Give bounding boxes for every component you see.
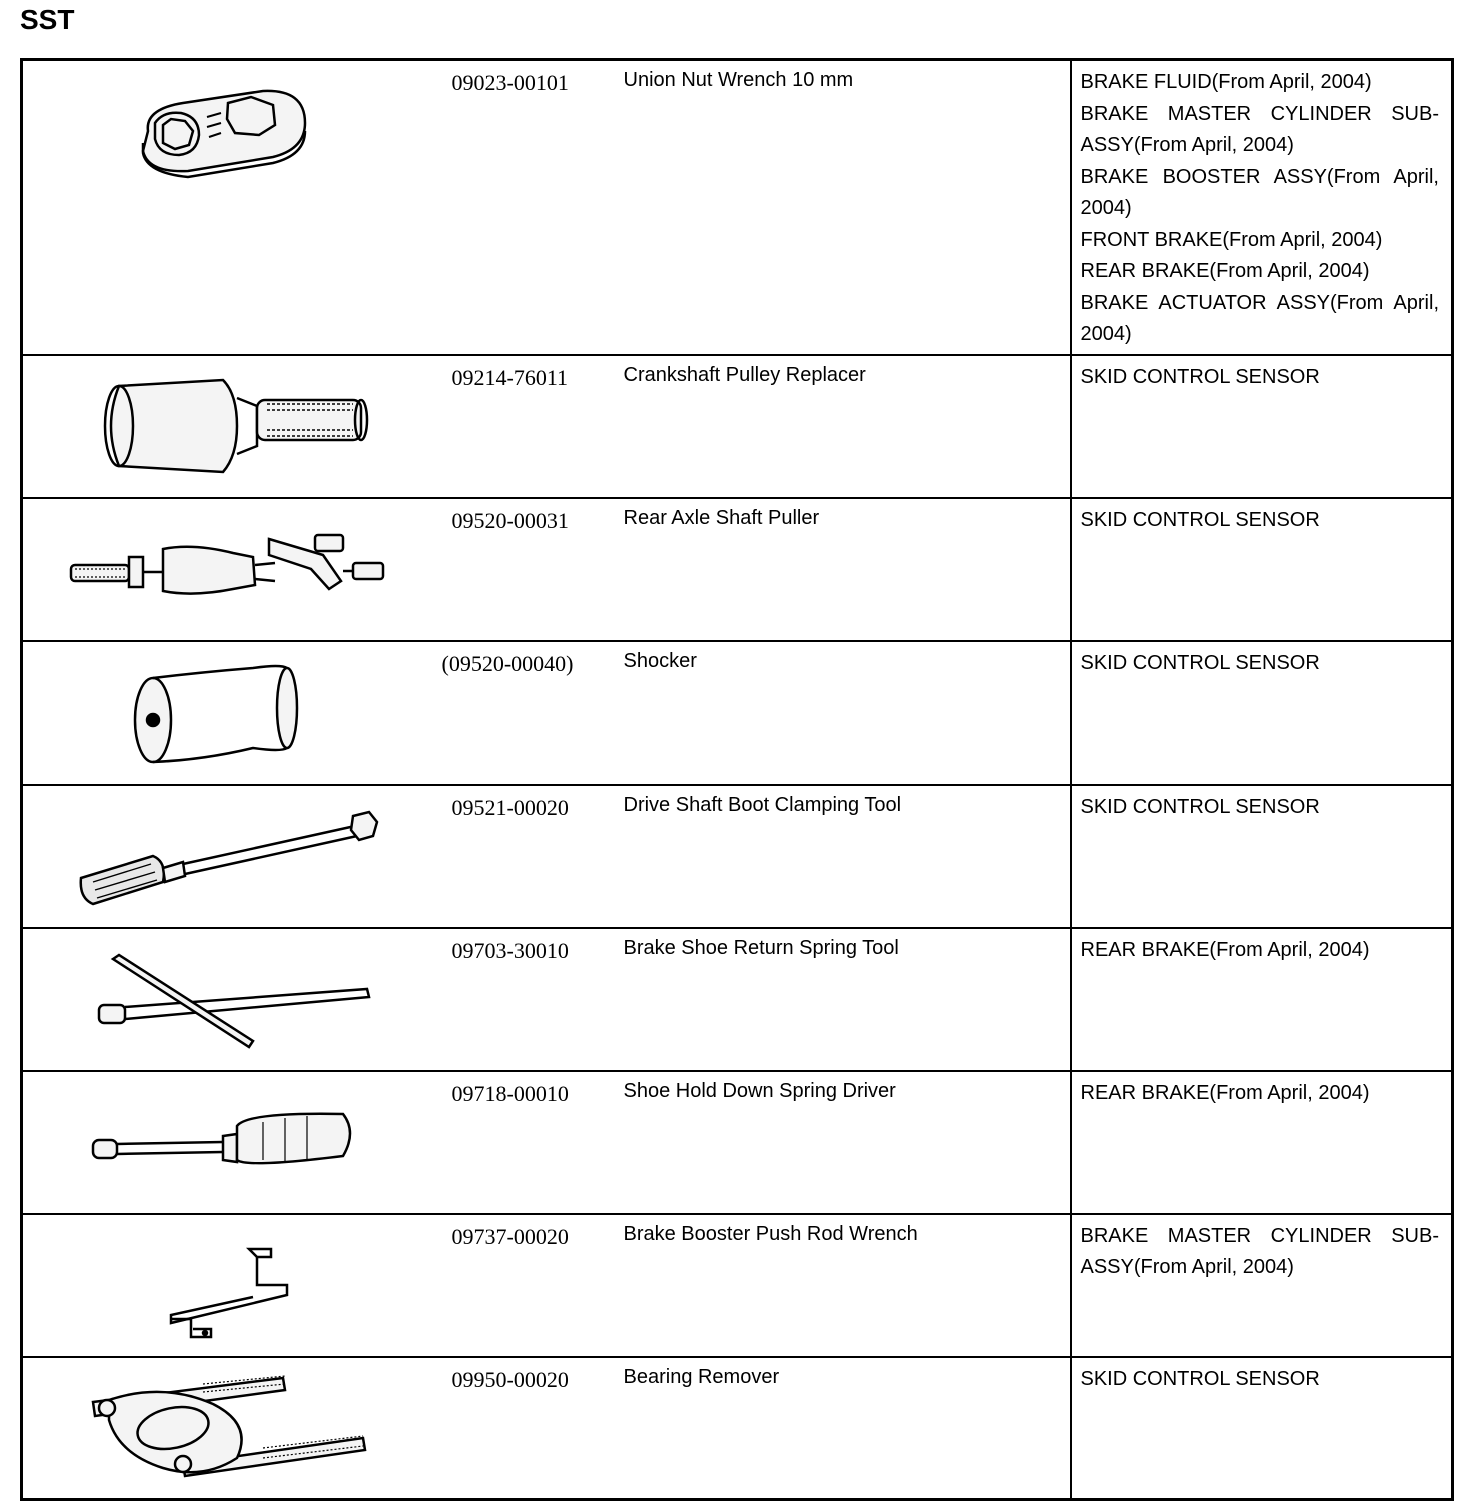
pulley-replacer-icon: [23, 356, 437, 496]
application-item: BRAKE MASTER CYLINDER SUB-ASSY(From April, 2004): [1080, 1224, 1439, 1278]
tool-name-cell: [616, 1214, 1071, 1357]
application-item: BRAKE BOOSTER ASSY(From April, 2004): [1080, 165, 1439, 219]
table-row: [22, 928, 1453, 1071]
table-row: [22, 1357, 1453, 1500]
part-number: 09521-00020: [451, 794, 569, 820]
part-number-cell: [436, 785, 616, 928]
tool-name: Shocker: [623, 649, 697, 672]
tool-name-cell: [616, 60, 1071, 355]
table-row: [22, 355, 1453, 498]
application-item: SKID CONTROL SENSOR: [1080, 508, 1320, 531]
application-cell: [1071, 355, 1453, 498]
application-item: BRAKE FLUID(From April, 2004): [1080, 71, 1372, 93]
part-number: 09703-30010: [451, 937, 569, 963]
table-row: [22, 1214, 1453, 1357]
part-number-cell: [436, 60, 616, 355]
part-number-cell: [436, 1214, 616, 1357]
bearing-remover-icon: [23, 1358, 437, 1498]
tool-name-cell: [616, 498, 1071, 641]
tool-name: Union Nut Wrench 10 mm: [623, 69, 854, 91]
spring-driver-icon: [23, 1072, 437, 1212]
part-number: 09950-00020: [451, 1366, 569, 1392]
application-item: REAR BRAKE(From April, 2004): [1080, 938, 1370, 961]
application-item: SKID CONTROL SENSOR: [1080, 365, 1320, 388]
table-row: [22, 1071, 1453, 1214]
table-row: [22, 785, 1453, 928]
tool-name: Rear Axle Shaft Puller: [623, 506, 820, 529]
page-title: SST: [20, 4, 75, 35]
tool-illustration: [22, 1214, 436, 1357]
part-number: 09520-00031: [451, 507, 569, 533]
tool-name-cell: [616, 785, 1071, 928]
application-item: FRONT BRAKE(From April, 2004): [1080, 228, 1383, 251]
tool-illustration: [22, 1071, 436, 1214]
tool-name: Brake Booster Push Rod Wrench: [623, 1222, 918, 1245]
union-nut-wrench-icon: [23, 61, 437, 211]
application-item: SKID CONTROL SENSOR: [1080, 795, 1320, 818]
axle-shaft-puller-icon: [23, 499, 437, 639]
shocker-icon: [23, 642, 437, 782]
part-number: 09214-76011: [451, 364, 569, 390]
part-number-cell: [436, 1357, 616, 1500]
application-cell: [1071, 641, 1453, 785]
tool-illustration: [22, 60, 436, 355]
application-item: REAR BRAKE(From April, 2004): [1080, 260, 1370, 282]
application-cell: [1071, 498, 1453, 641]
tool-name-cell: [616, 355, 1071, 498]
boot-clamping-tool-icon: [23, 786, 437, 926]
table-row: [22, 60, 1453, 355]
tool-name-cell: [616, 1357, 1071, 1500]
part-number-cell: [436, 641, 616, 785]
part-number-cell: [436, 498, 616, 641]
application-item: BRAKE ACTUATOR ASSY(From April, 2004): [1080, 291, 1439, 345]
tool-name: Shoe Hold Down Spring Driver: [623, 1079, 896, 1102]
application-cell: [1071, 785, 1453, 928]
tool-illustration: [22, 355, 436, 498]
tool-illustration: [22, 1357, 436, 1500]
part-number: 09023-00101: [451, 70, 569, 95]
tool-illustration: [22, 928, 436, 1071]
push-rod-wrench-icon: [23, 1215, 437, 1355]
application-cell: [1071, 1214, 1453, 1357]
table-row: [22, 641, 1453, 785]
application-item: SKID CONTROL SENSOR: [1080, 651, 1320, 674]
tool-name-cell: [616, 1071, 1071, 1214]
application-cell: [1071, 928, 1453, 1071]
part-number-cell: [436, 928, 616, 1071]
tool-name: Crankshaft Pulley Replacer: [623, 363, 866, 386]
tool-illustration: [22, 641, 436, 785]
part-number-cell: [436, 355, 616, 498]
part-number: (09520-00040): [441, 650, 574, 676]
tool-illustration: [22, 498, 436, 641]
application-item: SKID CONTROL SENSOR: [1080, 1367, 1320, 1390]
application-item: BRAKE MASTER CYLINDER SUB-ASSY(From April, 2004): [1080, 102, 1439, 156]
part-number: 09718-00010: [451, 1080, 569, 1106]
tool-name: Drive Shaft Boot Clamping Tool: [623, 793, 902, 816]
tool-name-cell: [616, 641, 1071, 785]
tool-illustration: [22, 785, 436, 928]
table-row: [22, 498, 1453, 641]
sst-table: [20, 58, 1454, 1501]
part-number-cell: [436, 1071, 616, 1214]
application-cell: [1071, 1357, 1453, 1500]
application-cell: [1071, 1071, 1453, 1214]
tool-name-cell: [616, 928, 1071, 1071]
tool-name: Bearing Remover: [623, 1365, 780, 1388]
part-number: 09737-00020: [451, 1223, 569, 1249]
return-spring-tool-icon: [23, 929, 437, 1069]
tool-name: Brake Shoe Return Spring Tool: [623, 936, 899, 959]
application-item: REAR BRAKE(From April, 2004): [1080, 1081, 1370, 1104]
application-cell: [1071, 60, 1453, 355]
